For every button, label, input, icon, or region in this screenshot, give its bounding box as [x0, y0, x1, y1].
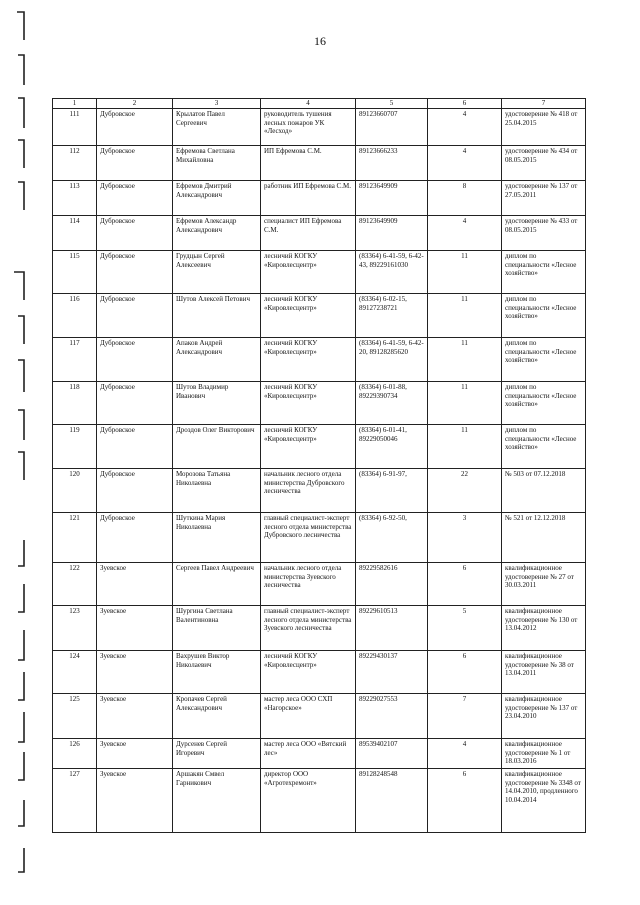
district-cell: Дубровское — [97, 216, 173, 251]
row-number-cell: 126 — [53, 739, 97, 769]
person-name-cell: Грудцын Сергей Алексеевич — [173, 251, 261, 294]
row-number-cell: 117 — [53, 338, 97, 382]
experience-cell: 11 — [428, 382, 502, 425]
person-name-cell: Ефремова Светлана Михайловна — [173, 146, 261, 181]
table-row — [53, 109, 586, 146]
document-cell: квалификационное удостоверение № 137 от 23.04.2010 — [502, 694, 586, 739]
document-cell: диплом по специальности «Лесное хозяйство» — [502, 425, 586, 469]
district-cell: Дубровское — [97, 251, 173, 294]
position-cell: главный специалист-эксперт лесного отдела министерства Дубровского лесничества — [261, 513, 356, 563]
position-cell: лесничий КОГКУ «Кировлесцентр» — [261, 382, 356, 425]
phone-cell: (83364) 6-02-15, 89127238721 — [356, 294, 428, 338]
table-row — [53, 606, 586, 651]
phone-cell: 89128248548 — [356, 769, 428, 833]
position-cell: специалист ИП Ефремова С.М. — [261, 216, 356, 251]
position-cell: лесничий КОГКУ «Кировлесцентр» — [261, 294, 356, 338]
column-header: 7 — [502, 99, 586, 109]
column-header: 6 — [428, 99, 502, 109]
position-cell: начальник лесного отдела министерства Дубровского лесничества — [261, 469, 356, 513]
phone-cell: 89229430137 — [356, 651, 428, 694]
district-cell: Зуевское — [97, 563, 173, 606]
row-number-cell: 121 — [53, 513, 97, 563]
table-row — [53, 694, 586, 739]
table-row — [53, 425, 586, 469]
document-cell: № 521 от 12.12.2018 — [502, 513, 586, 563]
district-cell: Дубровское — [97, 109, 173, 146]
column-header: 3 — [173, 99, 261, 109]
district-cell: Дубровское — [97, 469, 173, 513]
position-cell: лесничий КОГКУ «Кировлесцентр» — [261, 425, 356, 469]
experience-cell: 6 — [428, 769, 502, 833]
phone-cell: (83364) 6-41-59, 6-42-20, 89128285620 — [356, 338, 428, 382]
position-cell: начальник лесного отдела министерства Зуевского лесничества — [261, 563, 356, 606]
district-cell: Дубровское — [97, 181, 173, 216]
district-cell: Дубровское — [97, 294, 173, 338]
document-cell: № 503 от 07.12.2018 — [502, 469, 586, 513]
registry-table — [52, 98, 586, 833]
phone-cell: 89539402107 — [356, 739, 428, 769]
document-cell: удостоверение № 433 от 08.05.2015 — [502, 216, 586, 251]
position-cell: руководитель тушения лесных пожаров УК «Лесход» — [261, 109, 356, 146]
district-cell: Дубровское — [97, 513, 173, 563]
phone-cell: (83364) 6-41-59, 6-42-43, 89229161030 — [356, 251, 428, 294]
row-number-cell: 113 — [53, 181, 97, 216]
row-number-cell: 122 — [53, 563, 97, 606]
phone-cell: 89229027553 — [356, 694, 428, 739]
table-row — [53, 251, 586, 294]
binding-marks — [0, 0, 40, 905]
district-cell: Зуевское — [97, 694, 173, 739]
row-number-cell: 127 — [53, 769, 97, 833]
table-row — [53, 739, 586, 769]
experience-cell: 22 — [428, 469, 502, 513]
experience-cell: 4 — [428, 216, 502, 251]
position-cell: лесничий КОГКУ «Кировлесцентр» — [261, 338, 356, 382]
district-cell: Зуевское — [97, 739, 173, 769]
phone-cell: (83364) 6-01-41, 89229050046 — [356, 425, 428, 469]
experience-cell: 4 — [428, 109, 502, 146]
table-row — [53, 651, 586, 694]
person-name-cell: Дурсенев Сергей Игоревич — [173, 739, 261, 769]
table-row — [53, 338, 586, 382]
table-row — [53, 181, 586, 216]
district-cell: Дубровское — [97, 425, 173, 469]
row-number-cell: 125 — [53, 694, 97, 739]
column-header: 4 — [261, 99, 356, 109]
experience-cell: 6 — [428, 563, 502, 606]
person-name-cell: Кропачев Сергей Александрович — [173, 694, 261, 739]
person-name-cell: Шуткина Мария Николаевна — [173, 513, 261, 563]
column-header: 1 — [53, 99, 97, 109]
person-name-cell: Шутов Владимир Иванович — [173, 382, 261, 425]
person-name-cell: Морозова Татьяна Николаевна — [173, 469, 261, 513]
row-number-cell: 119 — [53, 425, 97, 469]
phone-cell: (83364) 6-01-88, 89229390734 — [356, 382, 428, 425]
document-cell: удостоверение № 418 от 25.04.2015 — [502, 109, 586, 146]
phone-cell: 89229582616 — [356, 563, 428, 606]
document-cell: квалификационное удостоверение № 1 от 18.03.2016 — [502, 739, 586, 769]
phone-cell: 89123666233 — [356, 146, 428, 181]
district-cell: Дубровское — [97, 146, 173, 181]
district-cell: Зуевское — [97, 651, 173, 694]
phone-cell: (83364) 6-91-97, — [356, 469, 428, 513]
position-cell: мастер леса ООО «Вятский лес» — [261, 739, 356, 769]
position-cell: работник ИП Ефремова С.М. — [261, 181, 356, 216]
document-cell: квалификационное удостоверение № 38 от 13.04.2011 — [502, 651, 586, 694]
person-name-cell: Сергеев Павел Андреевич — [173, 563, 261, 606]
document-cell: квалификационное удостоверение № 27 от 30.03.2011 — [502, 563, 586, 606]
phone-cell: 89123649909 — [356, 216, 428, 251]
row-number-cell: 118 — [53, 382, 97, 425]
table-row — [53, 769, 586, 833]
position-cell: мастер леса ООО СХП «Нагорское» — [261, 694, 356, 739]
position-cell: главный специалист-эксперт лесного отдела министерства Зуевского лесничества — [261, 606, 356, 651]
person-name-cell: Шургина Светлана Валентиновна — [173, 606, 261, 651]
column-header: 5 — [356, 99, 428, 109]
row-number-cell: 114 — [53, 216, 97, 251]
person-name-cell: Апаков Андрей Александрович — [173, 338, 261, 382]
table-row — [53, 382, 586, 425]
experience-cell: 5 — [428, 606, 502, 651]
row-number-cell: 123 — [53, 606, 97, 651]
position-cell: лесничий КОГКУ «Кировлесцентр» — [261, 251, 356, 294]
phone-cell: 89123649909 — [356, 181, 428, 216]
district-cell: Зуевское — [97, 606, 173, 651]
table-header-row — [53, 99, 586, 109]
page-number: 16 — [314, 34, 326, 48]
phone-cell: 89123660707 — [356, 109, 428, 146]
document-cell: квалификационное удостоверение № 3348 от 14.04.2010, продленного 10.04.2014 — [502, 769, 586, 833]
table-row — [53, 563, 586, 606]
row-number-cell: 124 — [53, 651, 97, 694]
column-header: 2 — [97, 99, 173, 109]
phone-cell: (83364) 6-92-50, — [356, 513, 428, 563]
person-name-cell: Ефремов Дмитрий Александрович — [173, 181, 261, 216]
experience-cell: 11 — [428, 425, 502, 469]
document-cell: диплом по специальности «Лесное хозяйство» — [502, 338, 586, 382]
document-cell: квалификационное удостоверение № 130 от 13.04.2012 — [502, 606, 586, 651]
phone-cell: 89229610513 — [356, 606, 428, 651]
document-cell: диплом по специальности «Лесное хозяйство» — [502, 294, 586, 338]
position-cell: директор ООО «Агротехремонт» — [261, 769, 356, 833]
document-cell: удостоверение № 434 от 08.05.2015 — [502, 146, 586, 181]
table-row — [53, 513, 586, 563]
experience-cell: 8 — [428, 181, 502, 216]
experience-cell: 11 — [428, 294, 502, 338]
experience-cell: 3 — [428, 513, 502, 563]
experience-cell: 4 — [428, 146, 502, 181]
table-row — [53, 294, 586, 338]
document-cell: удостоверение № 137 от 27.05.2011 — [502, 181, 586, 216]
row-number-cell: 116 — [53, 294, 97, 338]
row-number-cell: 112 — [53, 146, 97, 181]
district-cell: Дубровское — [97, 338, 173, 382]
document-cell: диплом по специальности «Лесное хозяйство» — [502, 251, 586, 294]
district-cell: Зуевское — [97, 769, 173, 833]
person-name-cell: Аршакян Смвел Гарникович — [173, 769, 261, 833]
district-cell: Дубровское — [97, 382, 173, 425]
experience-cell: 6 — [428, 651, 502, 694]
row-number-cell: 115 — [53, 251, 97, 294]
position-cell: ИП Ефремова С.М. — [261, 146, 356, 181]
experience-cell: 4 — [428, 739, 502, 769]
table-row — [53, 216, 586, 251]
document-cell: диплом по специальности «Лесное хозяйство» — [502, 382, 586, 425]
person-name-cell: Крылатов Павел Сергеевич — [173, 109, 261, 146]
person-name-cell: Шутов Алексей Петович — [173, 294, 261, 338]
position-cell: лесничий КОГКУ «Кировлесцентр» — [261, 651, 356, 694]
table-row — [53, 469, 586, 513]
experience-cell: 11 — [428, 338, 502, 382]
table-row — [53, 146, 586, 181]
row-number-cell: 120 — [53, 469, 97, 513]
experience-cell: 11 — [428, 251, 502, 294]
row-number-cell: 111 — [53, 109, 97, 146]
person-name-cell: Ефремов Александр Александрович — [173, 216, 261, 251]
person-name-cell: Дроздов Олег Викторович — [173, 425, 261, 469]
experience-cell: 7 — [428, 694, 502, 739]
person-name-cell: Вахрушев Виктор Николаевич — [173, 651, 261, 694]
